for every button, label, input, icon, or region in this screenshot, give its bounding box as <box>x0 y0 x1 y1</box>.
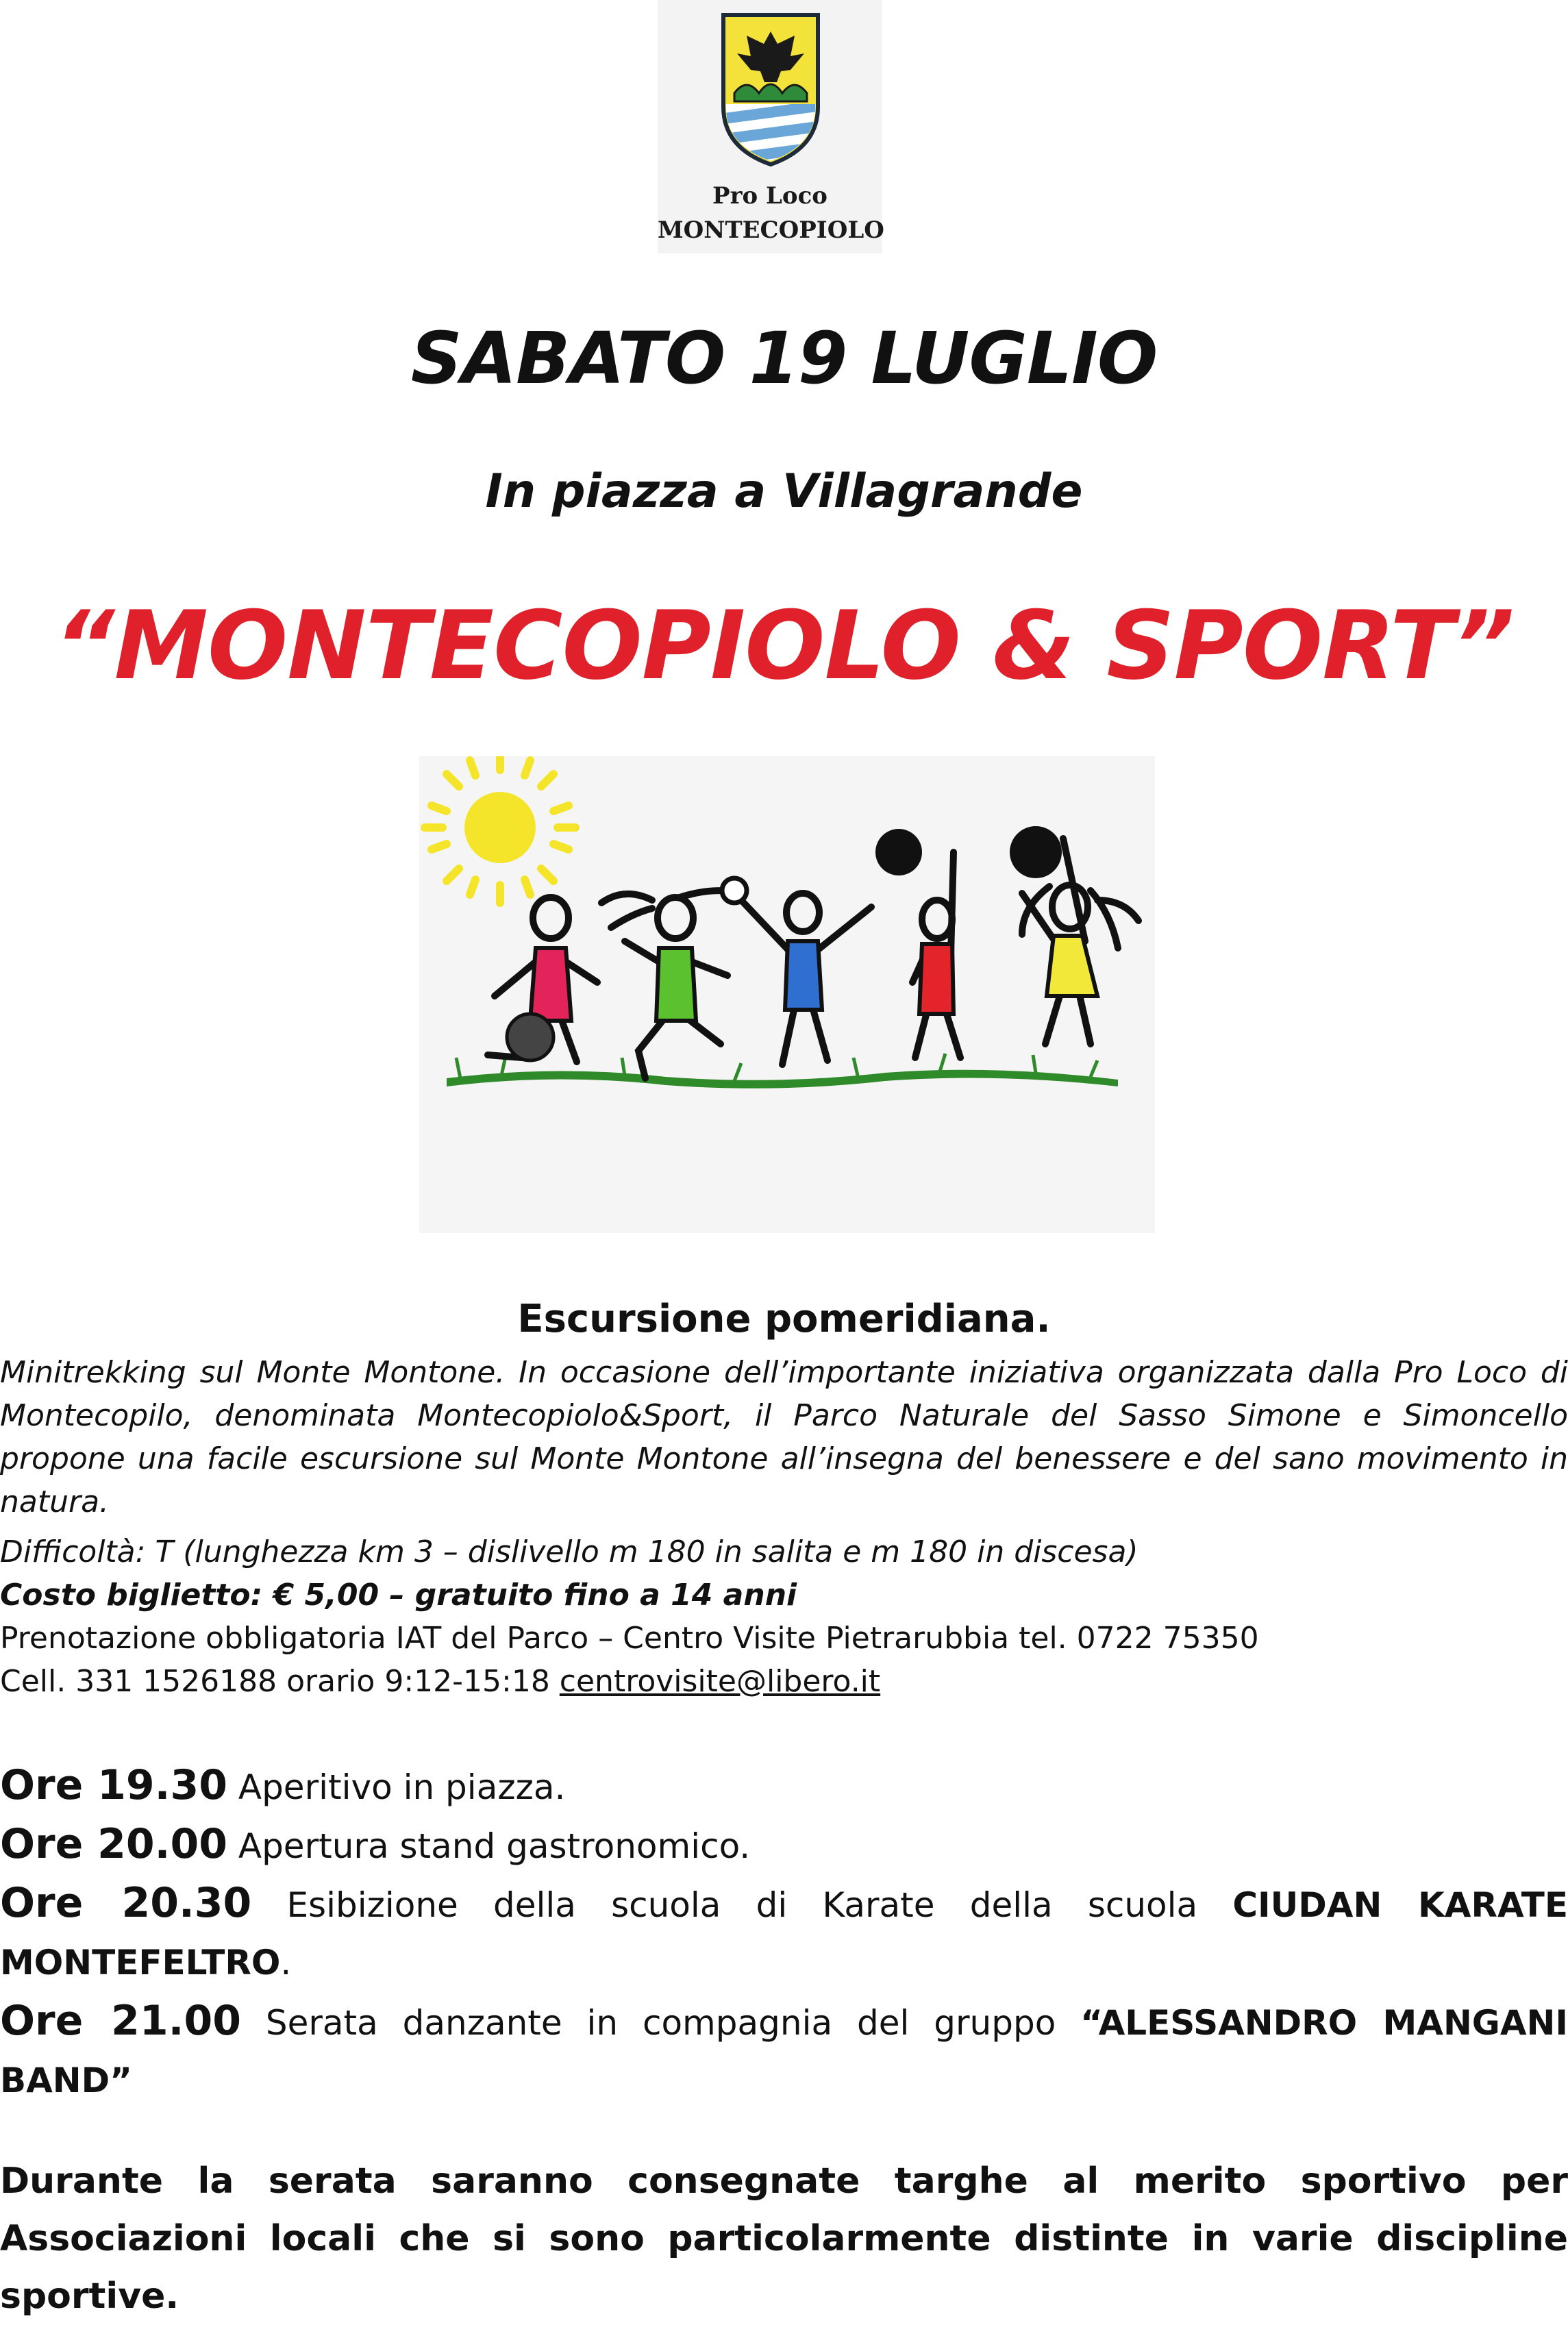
schedule-item <box>0 1874 1568 1991</box>
logo-text-pro-loco: Pro Loco <box>712 182 827 210</box>
schedule-item <box>0 1992 1568 2109</box>
logo-text-montecopiolo: MONTECOPIOLO <box>658 216 884 244</box>
schedule-item <box>0 1815 1568 1875</box>
email-link[interactable]: centrovisite@libero.it <box>559 1664 881 1699</box>
schedule-time: Ore 20.30 <box>0 1879 252 1927</box>
schedule-text: Serata danzante in compagnia del gruppo <box>240 2003 1081 2043</box>
schedule-time: Ore 20.00 <box>0 1820 227 1868</box>
grass-icon <box>447 1070 1118 1089</box>
ball-icon <box>1010 826 1062 878</box>
schedule-text-end: . <box>280 1943 292 1982</box>
racket-icon <box>875 829 922 875</box>
karate-school-name: CIUDAN KARATE MONTEFELTRO <box>0 1885 1568 1982</box>
volleyball-icon <box>722 878 747 903</box>
excursion-title: Escursione pomeridiana. <box>517 1297 1051 1341</box>
schedule-time: Ore 21.00 <box>0 1997 241 2045</box>
soccer-ball-icon <box>507 1014 553 1060</box>
pro-loco-logo <box>658 0 882 253</box>
band-name: “ALESSANDRO MANGANI BAND” <box>0 2003 1568 2100</box>
schedule-item <box>0 1756 1568 1816</box>
schedule-text: Apertura stand gastronomico. <box>227 1826 751 1866</box>
children-playing-sports-icon <box>419 756 1155 1233</box>
ticket-cost: Costo biglietto: € 5,00 – gratuito fino a 14 anni <box>0 1578 797 1613</box>
excursion-difficulty: Difficoltà: T (lunghezza km 3 – dislivello m 180 in salita e m 180 in discesa) <box>0 1534 1138 1569</box>
schedule-text: Esibizione della scuola di Karate della scuola <box>251 1885 1233 1925</box>
event-date: SABATO 19 LUGLIO <box>410 316 1158 400</box>
event-title: “MONTECOPIOLO & SPORT” <box>53 590 1515 701</box>
schedule-time: Ore 19.30 <box>0 1761 227 1809</box>
sun-icon <box>425 756 575 903</box>
schedule-text: Aperitivo in piazza. <box>227 1767 566 1807</box>
closing-note: Durante la serata saranno consegnate targhe al merito sportivo per Associazioni locali che si sono particolarmente distinte in varie discipline sportive. <box>0 2161 1568 2317</box>
booking-info: Prenotazione obbligatoria IAT del Parco – Centro Visite Pietrarubbia tel. 0722 75350 <box>0 1621 1259 1656</box>
coat-of-arms-icon <box>719 11 822 169</box>
excursion-description: Minitrekking sul Monte Montone. In occasione dell’importante iniziativa organizzata dalla Pro Loco di Montecopilo, denominata Montecopiolo&Sport, il Parco Naturale del Sasso Simone e Simoncello propone una facile escursione sul Monte Montone all’insegna del benessere e del sano movimento in natura. <box>0 1355 1568 1519</box>
children-sports-illustration <box>419 756 1155 1233</box>
contact-info <box>0 1660 1568 1703</box>
cell-and-hours: Cell. 331 1526188 orario 9:12-15:18 <box>0 1664 560 1699</box>
event-location: In piazza a Villagrande <box>485 464 1083 519</box>
